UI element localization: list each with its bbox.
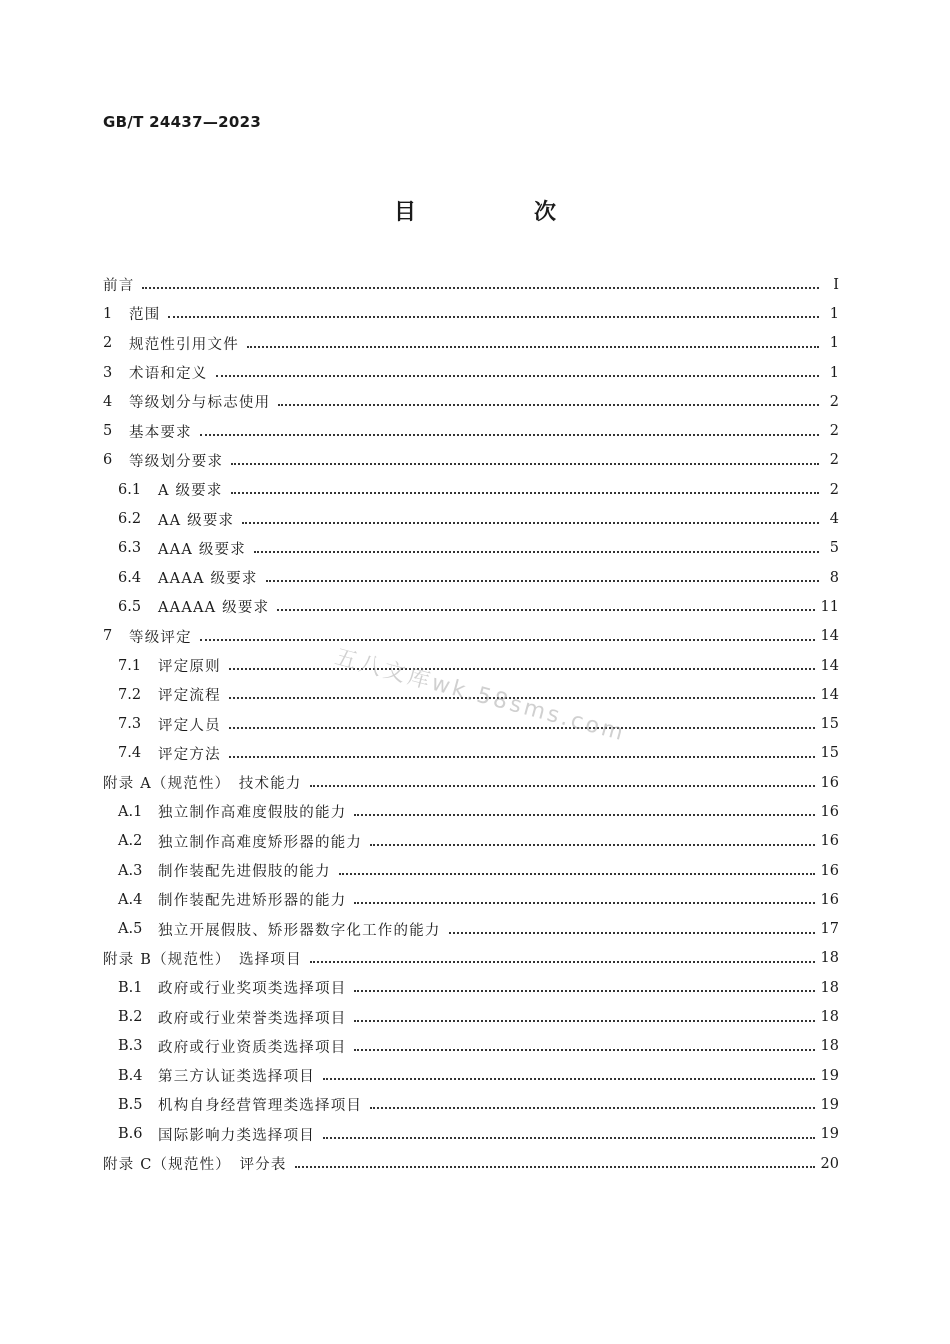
dot-leader [339,872,815,875]
toc-entry-number: 6 [103,452,113,469]
toc-entry-label: 政府或行业资质类选择项目 [158,1039,347,1056]
toc-entry-page: 1 [829,335,839,352]
table-of-contents [103,270,839,1178]
dot-leader [310,960,815,963]
page-title: 目 次 [393,200,604,225]
toc-entry-number: 1 [103,305,113,322]
dot-leader [354,1019,814,1022]
toc-entry-page: 18 [820,1038,839,1055]
toc-entry-label: 规范性引用文件 [129,336,239,353]
toc-entry-number: 7.1 [118,657,142,674]
toc-entry[interactable] [103,1120,839,1149]
toc-entry-number: B.6 [118,1126,143,1143]
toc-entry-number: A.4 [118,891,143,908]
toc-entry-label: 等级划分与标志使用 [129,395,271,412]
toc-entry[interactable] [103,534,839,563]
toc-entry-number: A.5 [118,921,143,938]
toc-entry-label: 机构自身经营管理类选择项目 [158,1098,363,1115]
toc-entry-number: B.4 [118,1067,143,1084]
toc-entry[interactable] [103,709,839,738]
toc-entry-number: 7.2 [118,686,142,703]
toc-entry-label: 评定方法 [158,746,221,763]
toc-entry[interactable] [103,856,839,885]
toc-entry[interactable] [103,1149,839,1178]
toc-entry-number: 4 [103,393,113,410]
toc-entry-page: 19 [820,1067,839,1084]
dot-leader [231,462,819,465]
toc-entry-number: 3 [103,364,113,381]
toc-entry-number: 7 [103,628,113,645]
toc-entry[interactable] [103,622,839,651]
toc-entry-number: 6.2 [118,511,142,528]
toc-entry-label: 附录 C（规范性） 评分表 [103,1157,287,1174]
toc-entry-page: 8 [829,569,839,586]
dot-leader [370,1106,814,1109]
dot-leader [216,374,820,377]
dot-leader [229,726,815,729]
toc-entry-label: 国际影响力类选择项目 [158,1127,315,1144]
toc-entry-page: Ⅰ [833,276,839,293]
toc-entry-page: 14 [820,657,839,674]
toc-entry-number: 5 [103,423,113,440]
toc-entry-label: 等级评定 [129,629,192,646]
dot-leader [370,843,814,846]
toc-entry-number: A.2 [118,833,143,850]
toc-entry-page: 17 [820,921,839,938]
toc-entry-number: B.2 [118,1009,143,1026]
dot-leader [278,403,819,406]
toc-entry[interactable] [103,827,839,856]
toc-entry-page: 16 [820,833,839,850]
toc-entry-page: 16 [820,803,839,820]
toc-entry[interactable] [103,387,839,416]
toc-entry-number: 7.3 [118,716,142,733]
toc-entry-page: 2 [829,393,839,410]
toc-entry[interactable] [103,270,839,299]
dot-leader [323,1077,815,1080]
toc-entry-label: A 级要求 [158,483,223,500]
toc-entry[interactable] [103,299,839,328]
toc-entry-page: 2 [829,481,839,498]
dot-leader [231,491,819,494]
dot-leader [142,286,819,289]
toc-entry-number: 2 [103,335,113,352]
toc-entry-page: 2 [829,423,839,440]
toc-entry-label: AAAA 级要求 [158,571,258,588]
toc-entry-number: B.1 [118,979,143,996]
toc-entry-page: 1 [829,364,839,381]
toc-entry-page: 14 [820,628,839,645]
toc-entry[interactable] [103,1032,839,1061]
dot-leader [295,1165,815,1168]
toc-entry-page: 5 [829,540,839,557]
toc-entry-label: 独立制作高难度矫形器的能力 [158,834,363,851]
toc-entry[interactable] [103,768,839,797]
toc-entry[interactable] [103,1002,839,1031]
toc-entry-label: 评定原则 [158,659,221,675]
toc-entry-label: AAAAA 级要求 [158,600,270,617]
toc-entry[interactable] [103,1090,839,1119]
dot-leader [168,315,819,318]
toc-entry-label: 基本要求 [129,424,192,441]
toc-entry-label: 范围 [129,307,161,324]
standard-code: GB/T 24437—2023 [103,113,262,131]
toc-entry-label: 附录 A（规范性） 技术能力 [103,776,302,793]
toc-entry-page: 18 [820,950,839,967]
dot-leader [277,608,814,611]
toc-entry-page: 4 [829,511,839,528]
toc-entry-number: A.3 [118,862,143,879]
dot-leader [229,667,815,670]
toc-entry[interactable] [103,944,839,973]
toc-entry-page: 18 [820,1009,839,1026]
watermark: 五八文库wk.58sms.com [332,644,629,747]
toc-entry[interactable] [103,563,839,592]
toc-entry-label: 独立制作高难度假肢的能力 [158,805,347,822]
dot-leader [310,784,815,787]
toc-entry-page: 15 [820,716,839,733]
dot-leader [247,345,819,348]
toc-entry[interactable] [103,885,839,914]
dot-leader [200,638,815,641]
toc-entry-page: 19 [820,1096,839,1113]
toc-entry-page: 1 [829,305,839,322]
toc-entry-page: 16 [820,891,839,908]
dot-leader [449,931,815,934]
toc-entry[interactable] [103,446,839,475]
toc-entry-label: AA 级要求 [158,512,235,529]
toc-entry-number: 6.1 [118,481,142,498]
dot-leader [354,901,814,904]
toc-entry-page: 11 [820,598,839,615]
toc-entry-page: 15 [820,745,839,762]
toc-entry-label: 附录 B（规范性） 选择项目 [103,951,302,968]
toc-entry-label: 政府或行业奖项类选择项目 [158,981,347,998]
toc-entry-label: 制作装配先进假肢的能力 [158,864,331,881]
toc-entry-page: 14 [820,686,839,703]
toc-entry[interactable] [103,358,839,387]
toc-entry-number: 6.5 [118,598,142,615]
toc-entry-number: 7.4 [118,745,142,762]
toc-entry[interactable] [103,504,839,533]
toc-entry-label: 第三方认证类选择项目 [158,1069,315,1086]
toc-entry-number: B.5 [118,1096,143,1113]
dot-leader [229,755,815,758]
toc-entry-page: 18 [820,979,839,996]
toc-entry[interactable] [103,797,839,826]
toc-entry-number: B.3 [118,1038,143,1055]
dot-leader [242,521,819,524]
toc-entry[interactable] [103,592,839,621]
toc-entry[interactable] [103,329,839,358]
toc-entry[interactable] [103,475,839,504]
toc-entry[interactable] [103,739,839,768]
toc-entry-page: 16 [820,862,839,879]
toc-entry-label: 评定人员 [158,717,221,734]
dot-leader [323,1136,815,1139]
dot-leader [354,1048,814,1051]
toc-entry-label: 独立开展假肢、矫形器数字化工作的能力 [158,922,441,939]
toc-entry-label: 政府或行业荣誉类选择项目 [158,1010,347,1027]
toc-entry-label: 评定流程 [158,688,221,705]
toc-entry-label: 前言 [103,278,135,295]
toc-entry-label: AAA 级要求 [158,541,246,558]
toc-entry-label: 术语和定义 [129,366,208,383]
toc-entry-page: 16 [820,774,839,791]
toc-entry-number: 6.4 [118,569,142,586]
toc-entry[interactable] [103,973,839,1002]
toc-entry[interactable] [103,416,839,445]
toc-entry[interactable] [103,1061,839,1090]
dot-leader [354,813,814,816]
dot-leader [254,550,819,553]
toc-entry-number: A.1 [118,803,143,820]
toc-entry-label: 制作装配先进矫形器的能力 [158,893,347,910]
dot-leader [200,433,819,436]
toc-entry-label: 等级划分要求 [129,453,224,470]
toc-entry-number: 6.3 [118,540,142,557]
dot-leader [266,579,819,582]
toc-entry-page: 20 [820,1155,839,1172]
toc-entry-page: 2 [829,452,839,469]
dot-leader [354,989,814,992]
toc-entry-page: 19 [820,1126,839,1143]
toc-entry[interactable] [103,915,839,944]
